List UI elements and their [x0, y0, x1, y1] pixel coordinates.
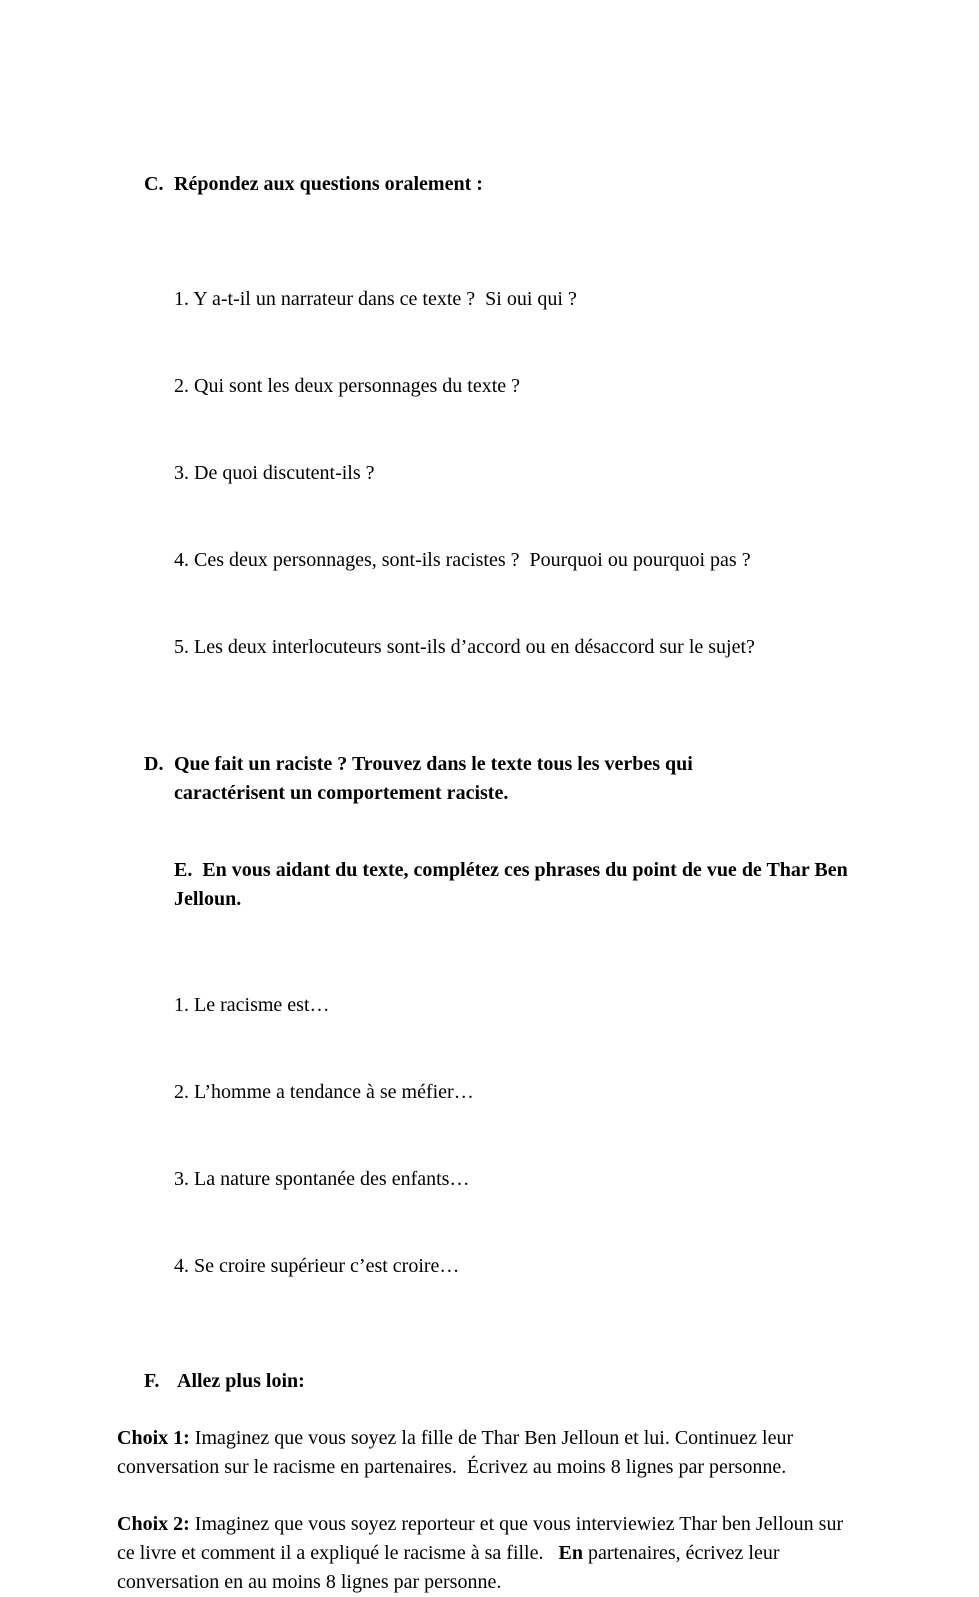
section-e-items [174, 933, 814, 1339]
section-f-heading-text: Allez plus loin: [177, 1370, 305, 1392]
section-d-heading [144, 750, 979, 808]
completion-item: 3. La nature spontanée des enfants… [174, 1168, 470, 1190]
choix1-body: Imaginez que vous soyez la fille de Thar Ben Jelloun et lui. Continuez leur conversation sur le racisme en partenaires. Écrivez au moins 8 lignes par personne. [117, 1427, 799, 1478]
section-c-label: C. [144, 173, 164, 195]
completion-item: 4. Se croire supérieur c’est croire… [174, 1255, 460, 1277]
section-f-label: F. [144, 1370, 160, 1392]
section-d-heading-text: Que fait un raciste ? Trouvez dans le texte tous les verbes qui caractérisent un comportement raciste. [174, 753, 698, 804]
choix2-lead: Choix 2: [117, 1513, 190, 1535]
question-item: 1. Y a-t-il un narrateur dans ce texte ? Si oui qui ? [174, 288, 577, 310]
completion-item: 2. L’homme a tendance à se méfier… [174, 1081, 474, 1103]
choix1-lead: Choix 1: [117, 1427, 190, 1449]
section-c-heading-text: Répondez aux questions oralement : [174, 173, 483, 195]
section-e-heading: E. En vous aidant du texte, complétez ces phrases du point de vue de Thar Ben Jelloun. [174, 859, 853, 910]
question-item: 5. Les deux interlocuteurs sont-ils d’accord ou en désaccord sur le sujet? [174, 636, 755, 658]
question-item: 3. De quoi discutent-ils ? [174, 462, 375, 484]
completion-item: 1. Le racisme est… [174, 994, 330, 1016]
choix2-body-part1: Imaginez que vous soyez reporteur et que vous interviewiez Thar ben Jelloun sur ce livre et comment il a expliqué le racisme à sa fille. [117, 1513, 849, 1564]
choix2-body-part2: partenaires, écrivez leur conversation en au moins 8 lignes par personne. [117, 1542, 785, 1593]
choix2-bold-word: En [558, 1542, 583, 1564]
choix1-paragraph [117, 1424, 865, 1482]
section-c-questions [174, 227, 814, 720]
question-item: 4. Ces deux personnages, sont-ils racistes ? Pourquoi ou pourquoi pas ? [174, 549, 751, 571]
section-c-heading [144, 170, 979, 199]
choix2-paragraph [117, 1510, 865, 1597]
section-d-label: D. [144, 753, 164, 775]
question-item: 2. Qui sont les deux personnages du texte ? [174, 375, 521, 397]
section-f-heading [144, 1367, 979, 1396]
